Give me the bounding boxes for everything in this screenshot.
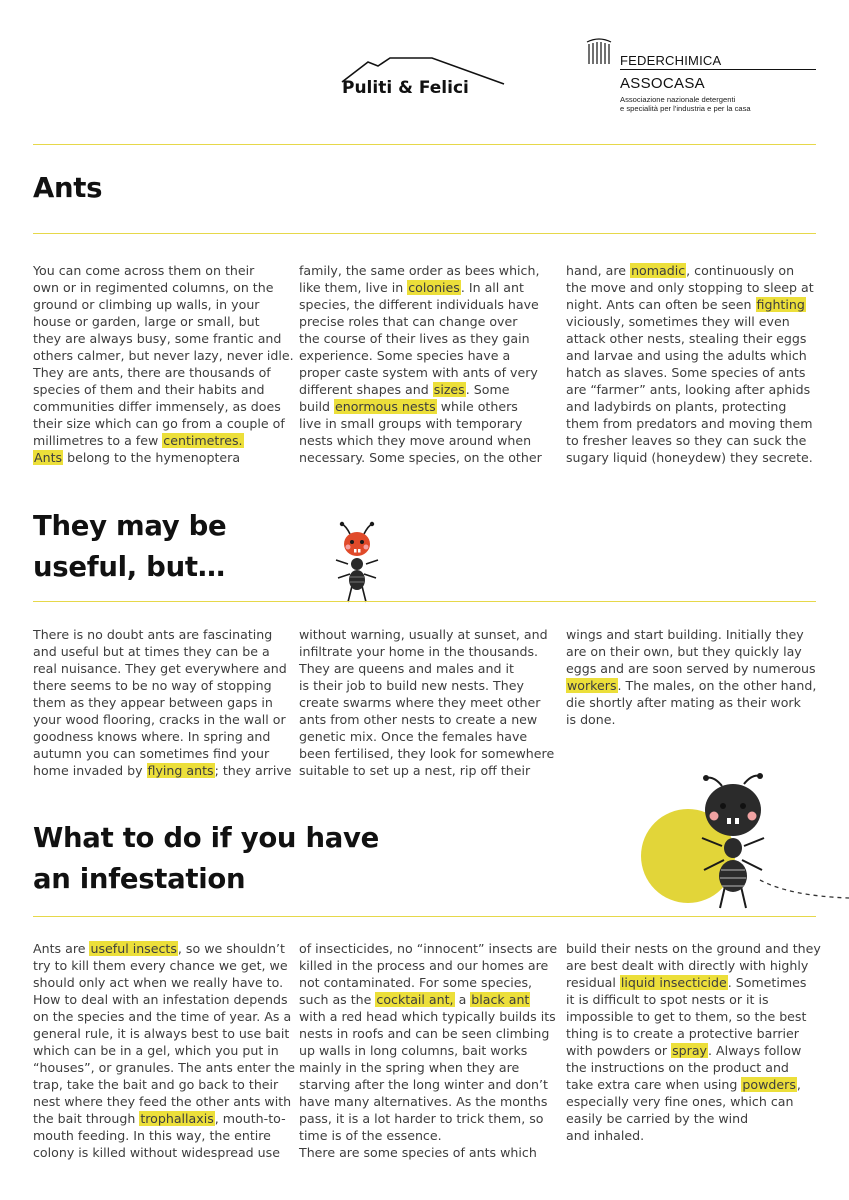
text-line: sugary liquid (honeydew) they secrete. (566, 450, 813, 465)
text-line: They are ants, there are thousands of (33, 365, 271, 380)
text-line: the bait through trophallaxis, mouth-to- (33, 1111, 286, 1126)
section-rule (33, 916, 816, 917)
text-line: die shortly after mating as their work (566, 695, 801, 710)
text-line: build their nests on the ground and they (566, 941, 821, 956)
text-line: mainly in the spring when they are (299, 1060, 520, 1075)
highlighted-term: black ant (471, 992, 530, 1007)
text-line: Ants belong to the hymenoptera (34, 450, 241, 465)
highlighted-term: fighting (756, 297, 805, 312)
text-line: starving after the long winter and don’t (299, 1077, 548, 1092)
text-line: on the species and the time of year. As a (33, 1009, 292, 1024)
text-line: up walls in long columns, bait works (299, 1043, 528, 1058)
text-line: Ants are useful insects, so we shouldn’t (33, 941, 285, 956)
highlighted-term: trophallaxis (140, 1111, 214, 1126)
section-title-line: useful, but… (33, 551, 225, 583)
text-line: ground or climbing up walls, in your (33, 297, 260, 312)
text-line: hatch as slaves. Some species of ants (566, 365, 806, 380)
text-line: like them, live in colonies. In all ant (299, 280, 524, 295)
text-line: have many alternatives. As the months (299, 1094, 548, 1109)
text-line: There are some species of ants which (299, 1145, 537, 1160)
text-line: and ladybirds on plants, protecting (566, 399, 787, 414)
text-line: autumn you can sometimes find your (33, 746, 270, 761)
text-line: your wood flooring, cracks in the wall or (33, 712, 286, 727)
text-column (566, 262, 814, 466)
partner-sub-line1: Associazione nazionale detergenti (620, 95, 736, 104)
text-column (299, 940, 558, 1161)
section-title-line: Ants (33, 172, 103, 204)
text-line: wings and start building. Initially they (566, 627, 804, 642)
text-line: suitable to set up a nest, rip off their (299, 763, 531, 778)
text-line: and inhaled. (566, 1128, 645, 1143)
text-line: killed in the process and our homes are (299, 958, 549, 973)
text-line: is done. (566, 712, 616, 727)
text-line: proper caste system with ants of very (299, 365, 538, 380)
section-title-infestation (33, 818, 379, 900)
highlighted-term: useful insects (90, 941, 177, 956)
section-title-line: They may be (33, 510, 227, 542)
text-line: the move and only stopping to sleep at (566, 280, 814, 295)
text-line: home invaded by flying ants; they arrive (33, 763, 292, 778)
text-line: eggs and are soon served by numerous (566, 661, 816, 676)
text-line: time is of the essence. (299, 1128, 442, 1143)
text-line: residual liquid insecticide. Sometimes (566, 975, 807, 990)
text-line: nests which they move around when (299, 433, 532, 448)
text-line: pass, it is a lot harder to trick them, so (299, 1111, 544, 1126)
text-line: the instructions on the product and (566, 1060, 789, 1075)
section-rule (33, 601, 816, 602)
highlighted-term: centimetres. (163, 433, 243, 448)
text-line: goodness knows where. In spring and (33, 729, 271, 744)
text-line: general rule, it is always best to use bait (33, 1026, 290, 1041)
section-rule (33, 233, 816, 234)
text-line: night. Ants can often be seen fighting (566, 297, 805, 312)
highlighted-term: flying ants (147, 763, 214, 778)
text-line: such as the cocktail ant, a black ant (299, 992, 530, 1007)
text-line: infiltrate your home in the thousands. (299, 644, 539, 659)
highlighted-term: liquid insecticide (620, 975, 727, 990)
text-column (299, 262, 544, 466)
header-rule (33, 144, 816, 145)
brand-logo-text: Puliti & Felici (342, 78, 469, 98)
text-line: different shapes and sizes. Some (299, 382, 510, 397)
federchimica-logo-icon (584, 38, 614, 68)
text-line: own or in regimented columns, on the (33, 280, 274, 295)
text-line: been fertilised, they look for somewhere (299, 746, 555, 761)
partner-org-name: FEDERCHIMICA (620, 53, 722, 68)
text-column (566, 940, 821, 1144)
text-line: build enormous nests while others (299, 399, 518, 414)
text-line: You can come across them on their (33, 263, 255, 278)
highlighted-term: spray (672, 1043, 707, 1058)
section-title-ants (33, 168, 102, 209)
text-line: their size which can go from a couple of (33, 416, 285, 431)
text-line: the course of their lives as they gain (299, 331, 530, 346)
text-line: nests in roofs and can be seen climbing (299, 1026, 550, 1041)
text-line: communities differ immensely, as does (33, 399, 281, 414)
text-line: which can be in a gel, which you put in (33, 1043, 279, 1058)
text-line: not contaminated. For some species, (299, 975, 533, 990)
text-line: family, the same order as bees which, (299, 263, 540, 278)
text-line: are “farmer” ants, looking after aphids (566, 382, 811, 397)
text-line: them from predators and moving them (566, 416, 813, 431)
text-line: without warning, usually at sunset, and (299, 627, 548, 642)
highlighted-term: sizes (433, 382, 465, 397)
text-line: easily be carried by the wind (566, 1111, 749, 1126)
text-line: live in small groups with temporary (299, 416, 523, 431)
text-column (566, 626, 817, 728)
text-line: they are always busy, some frantic and (33, 331, 282, 346)
text-line: They are queens and males and it (299, 661, 514, 676)
text-line: of insecticides, no “innocent” insects are (299, 941, 558, 956)
text-line: with a red head which typically builds its (299, 1009, 556, 1024)
highlighted-term: workers (567, 678, 617, 693)
text-line: experience. Some species have a (299, 348, 511, 363)
text-line: and larvae and using the adults which (566, 348, 807, 363)
highlighted-term: colonies (408, 280, 460, 295)
text-line: trap, take the bait and go back to their (33, 1077, 279, 1092)
text-line: are best dealt with directly with highly (566, 958, 809, 973)
partner-sub-line2: e specialità per l'industria e per la casa (620, 104, 751, 113)
highlighted-term: enormous nests (334, 399, 436, 414)
text-line: precise roles that can change over (299, 314, 518, 329)
text-line: species, the different individuals have (299, 297, 539, 312)
partner-divider (620, 69, 816, 70)
text-line: others calmer, but never lazy, never idle. (33, 348, 294, 363)
text-line: species of them and their habits and (33, 382, 265, 397)
text-line: thing is to create a protective barrier (566, 1026, 799, 1041)
section-title-useful (33, 506, 226, 588)
highlighted-term: powders (742, 1077, 796, 1092)
highlighted-term: Ants (34, 450, 63, 465)
text-line: hand, are nomadic, continuously on (566, 263, 795, 278)
text-line: necessary. Some species, on the other (299, 450, 542, 465)
text-line: There is no doubt ants are fascinating (33, 627, 273, 642)
text-line: “houses”, or granules. The ants enter the (33, 1060, 296, 1075)
text-line: take extra care when using powders, (566, 1077, 801, 1092)
black-ant-illustration-icon (640, 770, 849, 910)
text-line: real nuisance. They get everywhere and (33, 661, 287, 676)
text-line: attack other nests, stealing their eggs (566, 331, 807, 346)
highlighted-term: nomadic (631, 263, 686, 278)
text-line: ants from other nests to create a new (299, 712, 538, 727)
highlighted-term: cocktail ant, (376, 992, 454, 1007)
text-line: is their job to build new nests. They (299, 678, 524, 693)
text-line: with powders or spray. Always follow (566, 1043, 802, 1058)
text-line: workers. The males, on the other hand, (567, 678, 817, 693)
text-line: millimetres to a few centimetres. (33, 433, 243, 448)
text-column (299, 626, 555, 779)
text-line: are on their own, but they quickly lay (566, 644, 802, 659)
text-line: try to kill them every chance we get, we (33, 958, 288, 973)
text-line: genetic mix. Once the females have (299, 729, 528, 744)
text-line: house or garden, large or small, but (33, 314, 260, 329)
text-line: it is difficult to spot nests or it is (566, 992, 769, 1007)
text-line: there seems to be no way of stopping (33, 678, 272, 693)
section-title-line: What to do if you have (33, 822, 379, 854)
text-line: How to deal with an infestation depends (33, 992, 288, 1007)
text-line: should only act when we really have to. (33, 975, 284, 990)
text-column (33, 626, 292, 779)
text-line: mouth feeding. In this way, the entire (33, 1128, 271, 1143)
partner-assoc-name: ASSOCASA (620, 75, 705, 92)
text-column (33, 262, 294, 466)
text-line: create swarms where they meet other (299, 695, 541, 710)
text-line: and useful but at times they can be a (33, 644, 270, 659)
text-line: especially very fine ones, which can (566, 1094, 794, 1109)
text-line: colony is killed without widespread use (33, 1145, 280, 1160)
text-column (33, 940, 296, 1161)
text-line: them as they appear between gaps in (33, 695, 273, 710)
section-title-line: an infestation (33, 863, 246, 895)
text-line: nest where they feed the other ants with (33, 1094, 292, 1109)
text-line: to fresher leaves so they can suck the (566, 433, 807, 448)
text-line: impossible to get to them, so the best (566, 1009, 807, 1024)
text-line: viciously, sometimes they will even (566, 314, 790, 329)
red-ant-illustration-icon (330, 520, 384, 606)
